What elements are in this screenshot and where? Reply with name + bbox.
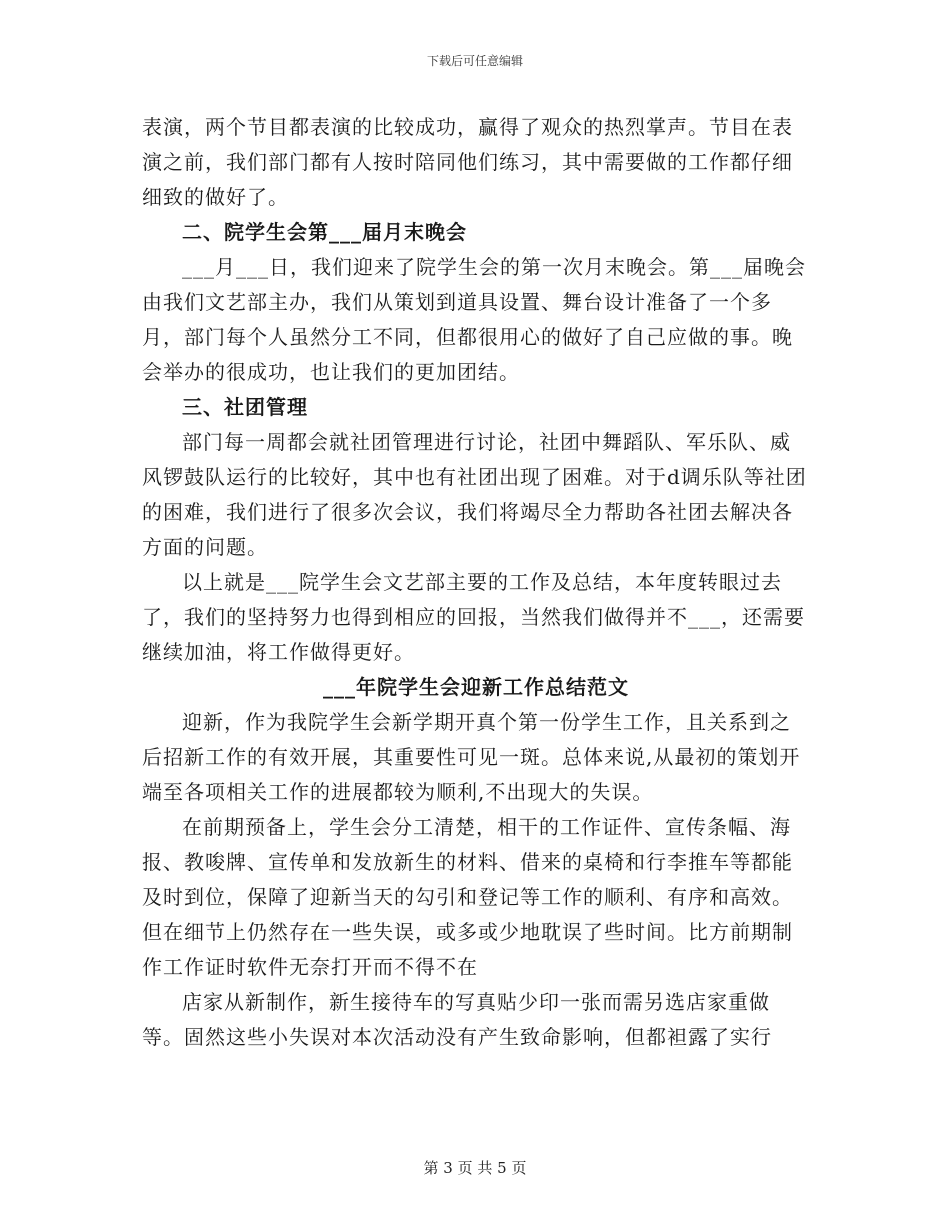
paragraph-welcome-intro: 迎新，作为我院学生会新学期开真个第一份学生工作，且关系到之后招新工作的有效开展，其重要性可见一斑。总体来说,从最初的策划开端至各项相关工作的进展都较为顺利,不出现大的失误。 [142,710,801,804]
paragraph-remake: 店家从新制作，新生接待车的写真贴少印一张而需另选店家重做等。固然这些小失误对本次活动没有产生致命影响，但都袒露了实行 [142,990,772,1049]
document-body [142,110,810,1055]
article-title: ___年院学生会迎新工作总结范文 [323,675,629,699]
section-heading-monthly-party: 二、院学生会第___届月末晚会 [182,220,467,244]
paragraph-summary: 以上就是___院学生会文艺部主要的工作及总结，本年度转眼过去了，我们的坚持努力也得到相应的回报，当然我们做得并不___，还需要继续加油，将工作做得更好。 [142,570,805,664]
paragraph-preparation: 在前期预备上，学生会分工清楚，相干的工作证件、宣传条幅、海报、教唆牌、宣传单和发放新生的材料、借来的桌椅和行李推车等都能及时到位，保障了迎新当天的勾引和登记等工作的顺利、有序和高效。但在细节上仍然存在一些失误，或多或少地耽误了些时间。比方前期制作工作证时软件无奈打开而不得不在 [142,815,793,979]
page-header-note: 下载后可任意编辑 [426,54,523,68]
section-heading-club-management: 三、社团管理 [182,395,308,419]
paragraph-club-management: 部门每一周都会就社团管理进行讨论，社团中舞蹈队、军乐队、威风锣鼓队运行的比较好，其中也有社团出现了困难。对于d调乐队等社团的困难，我们进行了很多次会议，我们将竭尽全力帮助各社团去解决各方面的问题。 [142,430,807,559]
paragraph-performance: 表演，两个节目都表演的比较成功，赢得了观众的热烈掌声。节目在表演之前，我们部门都有人按时陪同他们练习，其中需要做的工作都仔细细致的做好了。 [142,115,793,209]
paragraph-monthly-party: ___月___日，我们迎来了院学生会的第一次月末晚会。第___届晚会由我们文艺部主办，我们从策划到道具设置、舞台设计准备了一个多月，部门每个人虽然分工不同，但都很用心的做好了自己应做的事。晚会举办的很成功，也让我们的更加团结。 [142,255,806,384]
page-number: 第 3 页 共 5 页 [423,1159,527,1177]
